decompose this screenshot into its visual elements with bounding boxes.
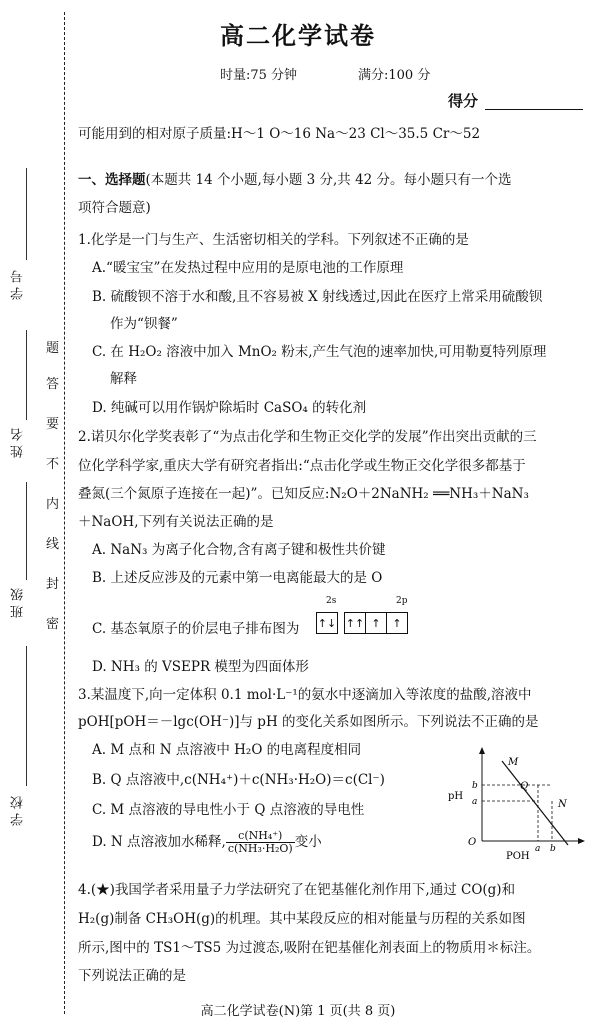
orbital-2p-box-2: ↑ xyxy=(366,613,387,633)
section-1-desc-2: 项符合题意) xyxy=(78,200,151,216)
section-1-desc: (本题共 14 个小题,每小题 3 分,共 42 分。每小题只有一个选 xyxy=(145,172,512,188)
q1-option-d[interactable]: D. 纯碱可以用作锅炉除垢时 CaSO₄ 的转化剂 xyxy=(92,400,367,416)
q3-stem-2: pOH[pOH＝－lgc(OH⁻)]与 pH 的变化关系如图所示。下列说法不正确的是 xyxy=(78,714,539,730)
graph-origin: O xyxy=(468,837,477,848)
graph-y-arrow xyxy=(479,747,485,754)
q4-stem-3: 所示,图中的 TS1～TS5 为过渡态,吸附在钯基催化剂表面上的物质用＊标注。 xyxy=(78,940,541,956)
seal-notice-6: 线 xyxy=(46,537,60,552)
seal-notice-8: 密 xyxy=(46,617,60,632)
full-score: 满分:100 分 xyxy=(358,68,431,83)
orbital-2p-label: 2p xyxy=(396,596,408,606)
q1-option-b-cont: 作为“钡餐” xyxy=(110,316,178,332)
page-title: 高二化学试卷 xyxy=(220,21,376,50)
q2-stem-4: ＋NaOH,下列有关说法正确的是 xyxy=(78,514,274,530)
graph-tick-a-x: a xyxy=(535,844,541,854)
name-blank xyxy=(26,330,27,420)
school-label: 学 校 xyxy=(11,796,26,827)
score-blank[interactable] xyxy=(485,109,583,110)
q4-stem-2: H₂(g)制备 CH₃OH(g)的机理。其中某段反应的相对能量与历程的关系如图 xyxy=(78,911,526,927)
seal-notice-3: 要 xyxy=(46,417,60,432)
seal-notice-1: 题 xyxy=(46,341,60,356)
student-id-blank xyxy=(26,168,27,260)
q1-option-c-cont: 解释 xyxy=(110,371,137,387)
q2-option-d[interactable]: D. NH₃ 的 VSEPR 模型为四面体形 xyxy=(92,659,309,675)
orbital-2p xyxy=(344,612,408,634)
graph-point-n: N xyxy=(558,799,567,810)
seal-notice-5: 内 xyxy=(46,497,60,512)
page-footer: 高二化学试卷(N)第 1 页(共 8 页) xyxy=(200,1004,396,1019)
exam-time: 时量:75 分钟 xyxy=(220,68,298,83)
orbital-2p-box-3: ↑ xyxy=(392,616,402,630)
q2-option-c[interactable]: C. 基态氧原子的价层电子排布图为 xyxy=(92,621,300,637)
q3-fraction-num: c(NH₄⁺) xyxy=(226,830,295,843)
q3-option-c[interactable]: C. M 点溶液的导电性小于 Q 点溶液的导电性 xyxy=(92,802,365,818)
q1-option-a[interactable]: A.“暖宝宝”在发热过程中应用的是原电池的工作原理 xyxy=(92,260,404,276)
orbital-2s-box: ↑↓ xyxy=(317,616,337,630)
orbital-diagram xyxy=(316,612,408,634)
graph-tick-b-y: b xyxy=(472,781,478,791)
orbital-2p-box-1: ↑↑ xyxy=(345,613,366,633)
graph-point-m: M xyxy=(508,757,519,768)
graph-x-label: POH xyxy=(506,851,530,862)
orbital-2s-label: 2s xyxy=(326,596,337,606)
q2-stem-2: 位化学科学家,重庆大学有研究者指出:“点击化学或生物正交化学很多都基于 xyxy=(78,458,526,474)
q1-stem: 1.化学是一门与生产、生活密切相关的学科。下列叙述不正确的是 xyxy=(78,232,469,248)
class-blank xyxy=(26,482,27,580)
orbital-2s xyxy=(316,612,338,634)
q3-option-d[interactable] xyxy=(92,830,322,855)
q2-stem-1: 2.诺贝尔化学奖表彰了“为点击化学和生物正交化学的发展”作出突出贡献的三 xyxy=(78,429,537,445)
graph-x-arrow xyxy=(578,838,585,844)
q3-option-b[interactable]: B. Q 点溶液中,c(NH₄⁺)＋c(NH₃·H₂O)＝c(Cl⁻) xyxy=(92,772,385,788)
section-1-line-1 xyxy=(78,170,512,190)
seal-notice-2: 答 xyxy=(46,377,60,392)
seal-notice-7: 封 xyxy=(46,577,60,592)
q1-option-c[interactable]: C. 在 H₂O₂ 溶液中加入 MnO₂ 粉末,产生气泡的速率加快,可用勒夏特列原理 xyxy=(92,344,547,360)
q3-fraction xyxy=(226,830,295,855)
q2-option-a[interactable]: A. NaN₃ 为离子化合物,含有离子键和极性共价键 xyxy=(92,542,386,558)
q2-option-b[interactable]: B. 上述反应涉及的元素中第一电离能最大的是 O xyxy=(92,570,383,586)
score-label: 得分 xyxy=(448,92,479,110)
name-label: 姓 名 xyxy=(11,428,26,459)
q3-fraction-den: c(NH₃·H₂O) xyxy=(227,842,293,855)
student-id-label: 学 号 xyxy=(11,270,26,301)
poh-ph-graph xyxy=(440,745,590,865)
q1-option-b[interactable]: B. 硫酸钡不溶于水和酸,且不容易被 X 射线透过,因此在医疗上常采用硫酸钡 xyxy=(92,289,543,305)
graph-tick-b-x: b xyxy=(550,844,556,854)
graph-point-q: Q xyxy=(520,781,529,792)
q4-stem-4: 下列说法正确的是 xyxy=(78,968,186,984)
binding-line xyxy=(64,12,65,1014)
q2-stem-3: 叠氮(三个氮原子连接在一起)”。已知反应:N₂O＋2NaNH₂ ══NH₃＋NaN₃ xyxy=(78,486,529,502)
q3-stem-1: 3.某温度下,向一定体积 0.1 mol·L⁻¹的氨水中逐滴加入等浓度的盐酸,溶液中 xyxy=(78,687,532,703)
graph-y-label: pH xyxy=(448,791,464,802)
seal-notice-4: 不 xyxy=(46,457,60,472)
q3-option-a[interactable]: A. M 点和 N 点溶液中 H₂O 的电离程度相同 xyxy=(92,742,362,758)
graph-tick-a-y: a xyxy=(472,797,478,807)
class-label: 班 级 xyxy=(11,588,26,619)
atomic-masses: 可能用到的相对原子质量:H～1 O～16 Na～23 Cl～35.5 Cr～52 xyxy=(78,126,481,142)
q3-option-d-prefix: D. N 点溶液加水稀释, xyxy=(92,834,226,850)
q3-option-d-suffix: 变小 xyxy=(294,834,322,850)
section-1-heading: 一、选择题 xyxy=(78,172,146,188)
q4-stem-1: 4.(★)我国学者采用量子力学法研究了在钯基催化剂作用下,通过 CO(g)和 xyxy=(78,882,516,898)
school-blank xyxy=(26,646,27,786)
